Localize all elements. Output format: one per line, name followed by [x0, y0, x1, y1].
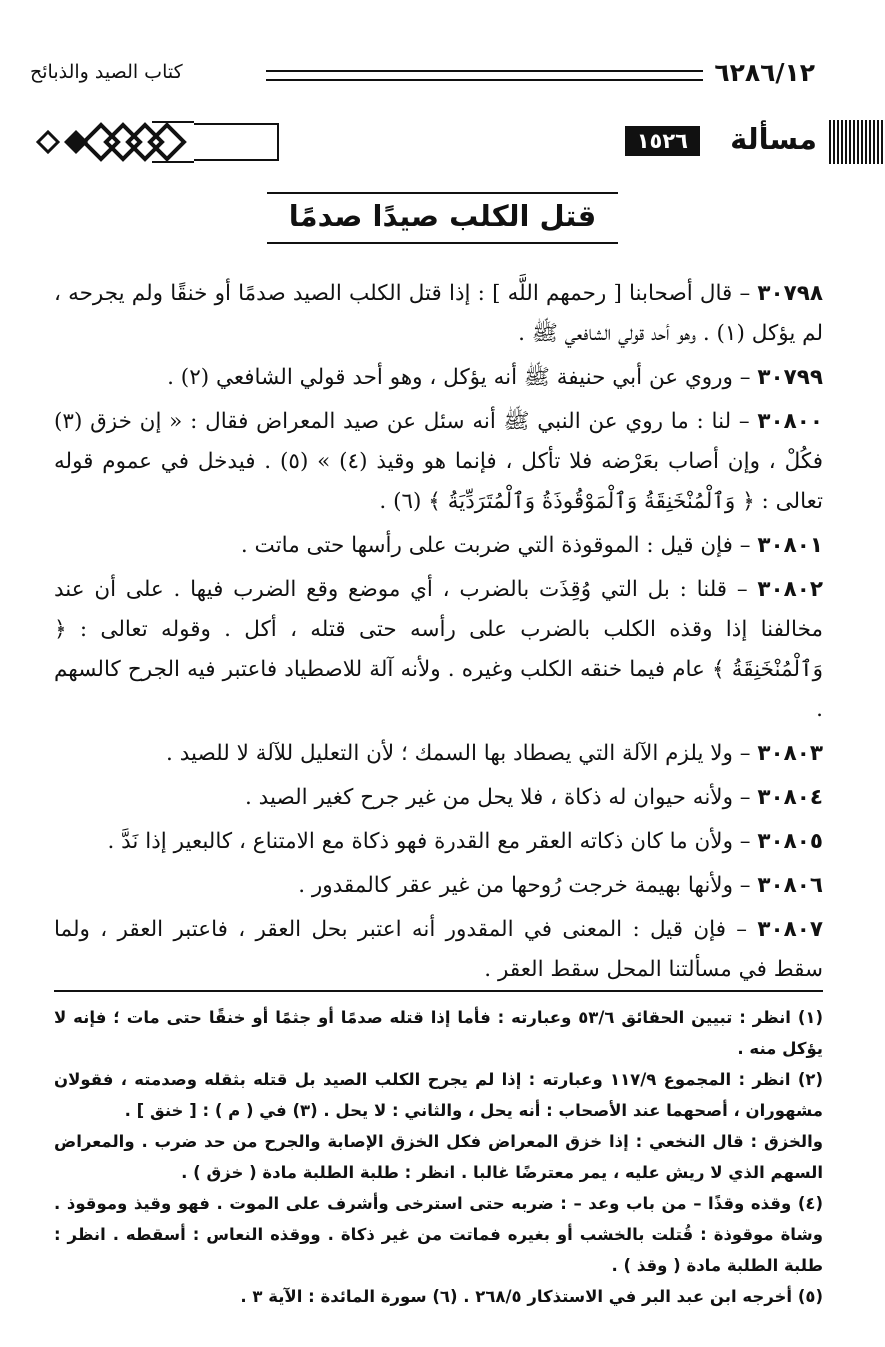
footnote: (٤) وقذه وقذًا – من باب وعد – : ضربه حتى استرخى وأشرف على الموت . فهو وقيذ وموقوذ . وشاة موقوذة : قُتلت بالخشب أو بغيره فماتت من غير ذكاة . ووقذه النعاس : أسقطه . انظر : طلبة الطلبة مادة ( وقذ ) .: [54, 1194, 823, 1275]
issue-label: مسألة: [730, 122, 817, 156]
paragraph-text: – قلنا : بل التي وُقِذَت بالضرب ، أي موضع وقع الضرب فيها . على أن عند مخالفنا إذا وقذه الكلب بالضرب على رأسه حتى قتله ، أكل . وقوله تعالى : ﴿ وَٱلْمُنْخَنِقَةُ ﴾ عام فيما خنقه الكلب وغيره . ولأنه آلة للاصطياد فاعتبر فيه الجرح كالسهم .: [54, 577, 823, 722]
footnote-separator: [54, 990, 823, 992]
paragraph: [54, 358, 823, 398]
paragraph: [54, 570, 823, 730]
paragraph-text: – فإن قيل : الموقوذة التي ضربت على رأسها حتى ماتت .: [240, 533, 758, 558]
issue-heading-bar: [34, 120, 885, 164]
paragraph-number: ٣٠٨٠١: [757, 533, 823, 558]
paragraph: [54, 866, 823, 906]
paragraph-text: – ولا يلزم الآلة التي يصطاد بها السمك ؛ لأن التعليل للآلة لا للصيد .: [166, 741, 758, 766]
paragraph: [54, 910, 823, 990]
paragraph-text: – قال أصحابنا [ رحمهم اللَّه ] : إذا قتل الكلب الصيد صدمًا أو خنقًا ولم يجرحه ، لم يؤكل (١) . وهو أحد قولي الشافعي ﷺ .: [54, 281, 823, 346]
paragraph-number: ٣٠٨٠٧: [757, 917, 823, 942]
footnote: (١) انظر : تبيين الحقائق ٥٣/٦ وعبارته : فأما إذا قتله صدمًا أو جثمًا أو خنقًا حتى مات ؛ فإنه لا يؤكل منه .: [54, 1008, 823, 1058]
paragraph: [54, 778, 823, 818]
paragraph: [54, 526, 823, 566]
chapter-title-text: قتل الكلب صيدًا صدمًا: [267, 192, 618, 244]
running-header: [30, 58, 815, 92]
paragraph-text: – ولأنها بهيمة خرجت رُوحها من غير عقر كالمقدور .: [298, 873, 758, 898]
footnote: (٢) انظر : المجموع ١١٧/٩ وعبارته : إذا لم يجرح الكلب الصيد بل قتله بثقله وصدمته ، فقولان مشهوران ، أصحهما عند الأصحاب : أنه يحل ، والثاني : لا يحل . (٣) في ( م ) : [ خنق ] .: [54, 1070, 824, 1120]
striped-ornament-icon: [829, 120, 885, 164]
paragraph-text: – ولأن ما كان ذكاته العقر مع القدرة فهو ذكاة مع الامتناع ، كالبعير إذا نَدَّ .: [107, 829, 758, 854]
paragraph-text: – وروي عن أبي حنيفة ﷺ أنه يؤكل ، وهو أحد قولي الشافعي (٢) .: [167, 365, 758, 390]
paragraph-number: ٣٠٨٠٣: [757, 741, 823, 766]
paragraph-number: ٣٠٧٩٩: [757, 365, 823, 390]
issue-number-badge: ١٥٢٦: [625, 126, 700, 156]
book-section-title: كتاب الصيد والذبائح: [30, 61, 183, 83]
chapter-title: [0, 192, 885, 244]
arabesque-ornament-icon: [34, 116, 284, 168]
paragraph-number: ٣٠٧٩٨: [757, 281, 823, 306]
main-text: [54, 274, 823, 994]
paragraph-text: – لنا : ما روي عن النبي ﷺ أنه سئل عن صيد المعراض فقال : « إن خزق (٣) فكُلْ ، وإن أصاب بعَرْضه فلا تأكل ، فإنما هو وقيذ (٤) » (٥) . فيدخل في عموم قوله تعالى : ﴿ وَٱلْمُنْخَنِقَةُ وَٱلْمَوْقُوذَةُ وَٱلْمُتَرَدِّيَةُ ﴾ (٦) .: [54, 409, 824, 514]
footnote: والخزق : قال النخعي : إذا خزق المعراض فكل الخزق الإصابة والجرح من حد ضرب . والمعراض السهم الذي لا ريش عليه ، يمر معترضًا غالبا . انظر : طلبة الطلبة مادة ( خزق ) .: [54, 1132, 823, 1182]
paragraph-number: ٣٠٨٠٤: [757, 785, 823, 810]
paragraph-text: – فإن قيل : المعنى في المقدور أنه اعتبر بحل العقر ، فاعتبر العقر ، ولما سقط في مسألتنا المحل سقط العقر .: [54, 917, 823, 982]
paragraph-text: – ولأنه حيوان له ذكاة ، فلا يحل من غير جرح كغير الصيد .: [245, 785, 758, 810]
paragraph-number: ٣٠٨٠٠: [757, 409, 823, 434]
footnotes: [54, 1002, 823, 1312]
paragraph: [54, 274, 823, 354]
paragraph: [54, 734, 823, 774]
paragraph-number: ٣٠٨٠٢: [757, 577, 823, 602]
paragraph: [54, 822, 823, 862]
page-reference: ٦٢٨٦/١٢: [714, 58, 815, 87]
paragraph-number: ٣٠٨٠٦: [757, 873, 823, 898]
paragraph-number: ٣٠٨٠٥: [757, 829, 823, 854]
header-double-rule: [266, 70, 703, 81]
footnote: (٥) أخرجه ابن عبد البر في الاستذكار ٢٦٨/٥ . (٦) سورة المائدة : الآية ٣ .: [240, 1287, 823, 1306]
paragraph: [54, 402, 823, 522]
